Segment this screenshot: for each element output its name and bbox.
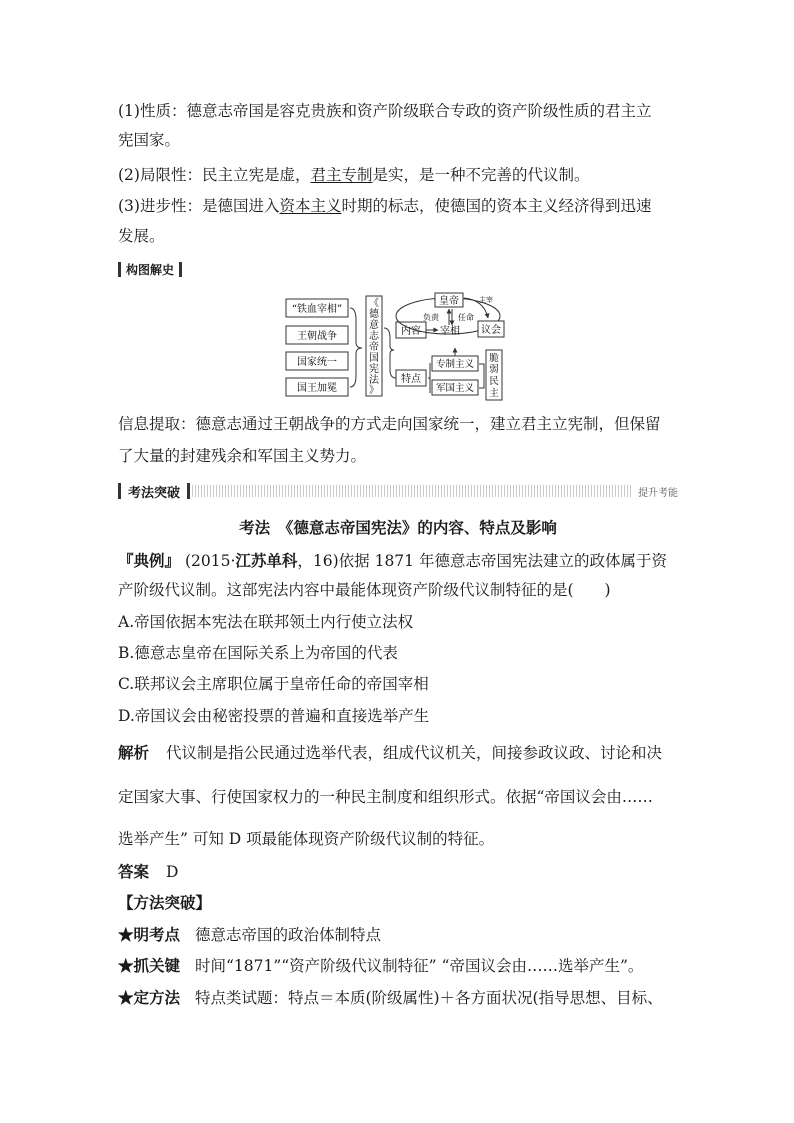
analysis-line2: 定国家大事、行使国家权力的一种民主制度和组织形式。依据“帝国议会由…… [118,788,653,806]
section-tag-diagram [118,259,182,279]
chancellor-label: 宰相 [440,326,460,337]
method-title: 考法 《德意志帝国宪法》的内容、特点及影响 [239,518,557,537]
brace-left [350,308,362,387]
left-box-unification [286,352,348,370]
left-box-text: 国家统一 [297,357,337,368]
fragile-char: 弱 [489,364,499,375]
banner-stripe [192,485,632,497]
limitation-underlined: 君主专制 [310,166,373,184]
responsible-label: 负责 [423,313,439,322]
control-label: 主宰 [479,296,493,304]
concept-diagram [280,290,512,402]
progress-underlined: 资本主义 [279,197,342,215]
fragile-char: 民 [489,376,499,387]
paragraph-progress-line2: 发展。 [118,227,165,245]
left-box-text: 国王加冕 [297,383,337,394]
constitution-char: 德 [369,309,379,320]
constitution-char: 帝 [369,342,379,353]
answer-value: D [165,863,179,881]
paragraph-nature-line2: 宪国家。 [118,131,181,149]
method-item-label: ★抓关键 [118,956,181,975]
analysis-label: 解析 [118,743,150,762]
emperor-label: 皇帝 [439,296,459,307]
method-item [118,988,678,1008]
fragile-char: 脆 [489,353,499,364]
paragraph-progress-line1 [118,196,678,216]
limitation-text-a: 民主立宪是虚， [201,166,311,184]
option-c: C.联邦议会主席职位属于皇帝任命的帝国宰相 [118,675,429,693]
method-header: 【方法突破】 [118,893,212,912]
section-tag-label: 构图解史 [126,262,175,277]
banner-right-text: 提升考能 [632,484,678,499]
left-box-coronation [286,378,348,396]
paragraph-nature-line1: (1)性质：德意志帝国是容克贵族和资产阶级联合专政的资产阶级性质的君主立 [118,102,652,120]
features-label: 特点 [401,374,421,385]
analysis-text-1: 代议制是指公民通过选举代表，组成代议机关，间接参政议政、讨论和决 [165,744,662,762]
example-source-c: ，16)依据 1871 年德意志帝国宪法建立的政体属于资 [297,552,667,570]
constitution-char: 志 [369,331,379,342]
option-a: A.帝国依据本宪法在联邦领土内行使立法权 [118,613,414,631]
section-banner [118,482,678,500]
appoint-label: 任命 [458,313,474,322]
left-box-iron-chancellor [286,299,348,317]
option-b: B.德意志皇帝在国际关系上为帝国的代表 [118,644,398,662]
banner-bar-right [187,483,190,499]
left-box-text: “铁血宰相” [291,304,343,315]
info-extraction-line1: 信息提取：德意志通过王朝战争的方式走向国家统一，建立君主立宪制，但保留 [118,415,661,433]
method-item-text: 德意志帝国的政治体制特点 [194,926,381,944]
analysis-line3: 选举产生” 可知 D 项最能体现资产阶级代议制的特征。 [118,830,495,848]
progress-text-c: 时期的标志，使德国的资本主义经济得到迅速 [341,197,652,215]
constitution-char: 法 [369,375,379,386]
fragile-char: 主 [489,388,499,399]
limitation-text-c: 是实，是一种不完善的代议制。 [372,166,590,184]
example-source-a: (2015· [184,552,236,570]
constitution-char: 》 [369,385,379,396]
answer-line [118,862,678,882]
example-line2: 产阶级代议制。这部宪法内容中最能体现资产阶级代议制特征的是( ) [118,581,611,599]
paragraph-limitation [118,165,678,185]
constitution-char: 国 [369,353,379,364]
method-item [118,925,678,945]
method-item-text: 特点类试题：特点＝本质(阶级属性)＋各方面状况(指导思想、目标、 [194,989,663,1007]
autocracy-label: 专制主义 [435,359,475,370]
left-box-text: 王朝战争 [297,331,337,342]
progress-text-a: (3)进步性：是德国进入 [118,197,280,215]
option-d: D.帝国议会由秘密投票的普遍和直接选举产生 [118,707,430,725]
method-item-label: ★定方法 [118,988,181,1007]
constitution-char: 意 [369,320,379,331]
example-line1 [118,551,678,571]
method-item-label: ★明考点 [118,925,181,944]
method-item [118,956,678,976]
militarism-label: 军国主义 [435,383,475,394]
constitution-char: 《 [369,298,379,309]
limitation-label: (2)局限性： [118,166,202,184]
info-extraction-line2: 了大量的封建残余和军国主义势力。 [118,447,367,465]
example-source-b: 江苏单科 [235,551,298,570]
brace-right [384,328,396,378]
constitution-char: 宪 [369,364,379,375]
example-label: 『典例』 [118,551,181,570]
left-box-dynastic-war [286,326,348,344]
fragile-brace [479,364,484,388]
parliament-label: 议会 [481,325,501,336]
answer-label: 答案 [118,862,150,881]
analysis-line1 [118,743,678,763]
banner-title: 考法突破 [128,485,181,501]
features-brace [428,363,430,393]
tag-bar-right [179,262,182,277]
method-item-text: 时间“1871”“资产阶级代议制特征” “帝国议会由……选举产生”。 [194,957,644,975]
content-label: 内容 [401,326,421,337]
